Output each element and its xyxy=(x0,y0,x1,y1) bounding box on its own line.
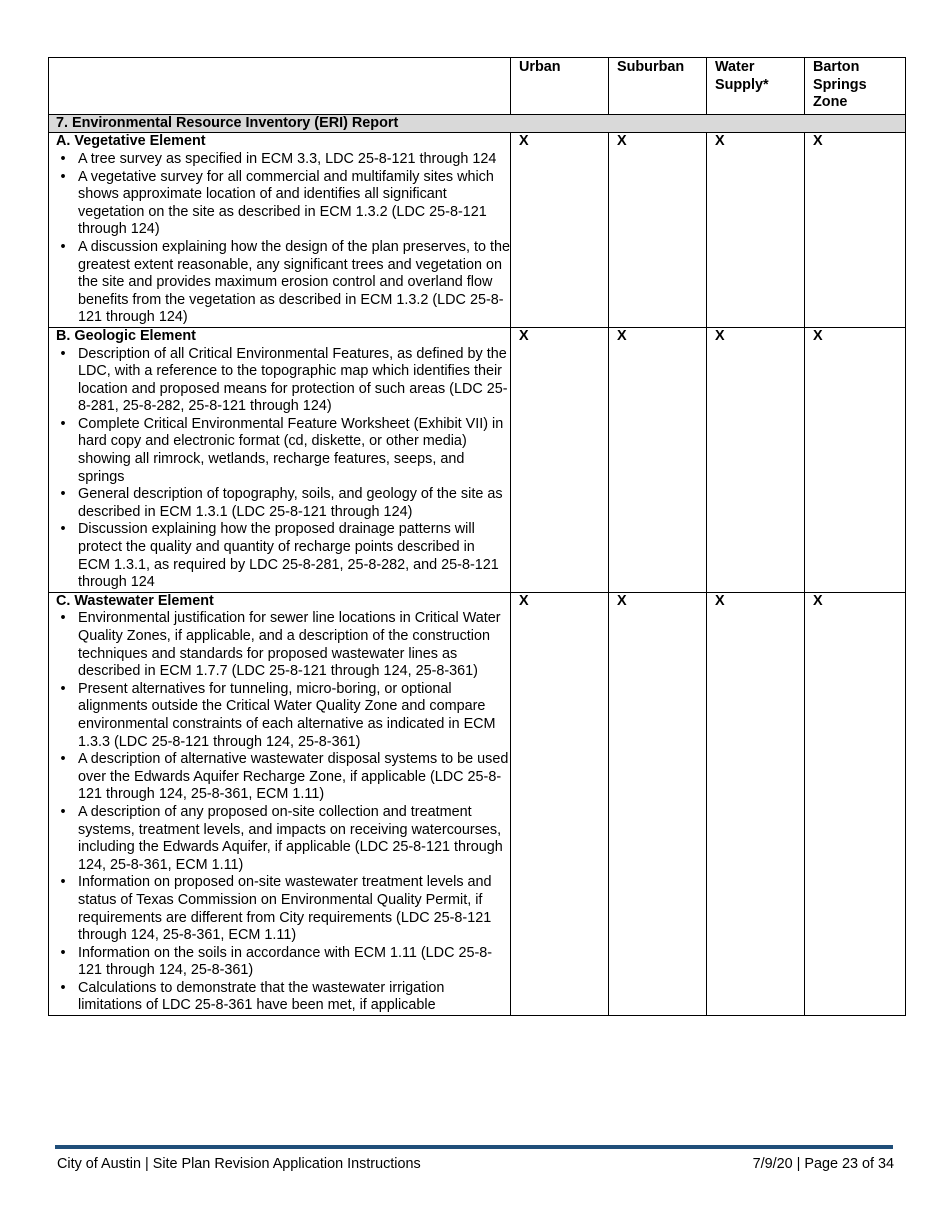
element-row xyxy=(49,133,906,328)
applies-mark-barton-springs: X xyxy=(805,133,906,328)
element-title: B. Geologic Element xyxy=(56,327,196,344)
header-urban: Urban xyxy=(511,58,609,115)
requirement-text: Present alternatives for tunneling, micro-boring, or optional alignments outside the Critical Water Quality Zone and compare environmental constraints of each alternative as indicated in ECM 1.3.3 (LDC 25-8-121 through 124, 25-8-361) xyxy=(78,680,496,750)
element-description-cell xyxy=(49,592,511,1015)
requirement-item xyxy=(56,681,510,751)
element-title: A. Vegetative Element xyxy=(56,133,206,150)
requirement-text: A discussion explaining how the design of the plan preserves, to the greatest extent reasonable, any significant trees and vegetation on the site and provides maximum erosion control and overland flow benefits from the vegetation as described in ECM 1.3.2 (LDC 25-8-121 through 124) xyxy=(78,238,510,326)
footer-document-title: City of Austin | Site Plan Revision Application Instructions xyxy=(57,1156,421,1172)
bullet-icon: • xyxy=(60,415,66,432)
bullet-icon: • xyxy=(60,680,66,697)
requirement-list xyxy=(56,151,510,327)
element-title: C. Wastewater Element xyxy=(56,592,214,609)
header-description xyxy=(49,58,511,115)
requirement-item xyxy=(56,239,510,327)
requirement-text: A description of alternative wastewater disposal systems to be used over the Edwards Aquifer Recharge Zone, if applicable (LDC 25-8-121 through 124, 25-8-361, ECM 1.11) xyxy=(78,751,509,803)
requirement-text: Discussion explaining how the proposed drainage patterns will protect the quality and quantity of recharge points described in ECM 1.3.1, as required by LDC 25-8-281, 25-8-282, and 25-8-121 through 124 xyxy=(78,521,499,591)
applies-mark-barton-springs: X xyxy=(805,592,906,1015)
header-row xyxy=(49,58,906,115)
section-header-row xyxy=(49,114,906,133)
requirement-text: Description of all Critical Environmental Features, as defined by the LDC, with a reference to the topographic map which identifies their location and proposed means for protection of such areas (LDC 25-8-281, 25-8-282, 25-8-121 through 124) xyxy=(78,345,508,415)
requirement-item xyxy=(56,980,510,1015)
requirement-text: Information on proposed on-site wastewater treatment levels and status of Texas Commission on Environmental Quality Permit, if requirements are different from City requirements (LDC 25-8-121 through 124, 25-8-361, ECM 1.11) xyxy=(78,874,492,944)
applies-mark-urban: X xyxy=(511,133,609,328)
requirement-text: General description of topography, soils, and geology of the site as described in ECM 1.3.1 (LDC 25-8-121 through 124) xyxy=(78,486,503,520)
requirement-item xyxy=(56,346,510,416)
requirement-list xyxy=(56,610,510,1015)
element-description-cell xyxy=(49,133,511,328)
bullet-icon: • xyxy=(60,168,66,185)
bullet-icon: • xyxy=(60,751,66,768)
requirement-item xyxy=(56,874,510,944)
applies-mark-barton-springs: X xyxy=(805,327,906,592)
requirement-item xyxy=(56,804,510,874)
requirement-text: Complete Critical Environmental Feature Worksheet (Exhibit VII) in hard copy and electronic format (cd, diskette, or other media) showing all rimrock, wetlands, recharge features, seeps, and springs xyxy=(78,415,504,485)
applies-mark-suburban: X xyxy=(609,327,707,592)
bullet-icon: • xyxy=(60,521,66,538)
requirement-text: Environmental justification for sewer line locations in Critical Water Quality Zones, if applicable, and a description of the construction techniques and standards for proposed wastewater lines as described in ECM 1.7.7 (LDC 25-8-121 through 124, 25-8-361) xyxy=(78,610,501,680)
requirement-item xyxy=(56,521,510,591)
requirement-text: Calculations to demonstrate that the wastewater irrigation limitations of LDC 25-8-361 have been met, if applicable xyxy=(78,979,445,1014)
requirement-item xyxy=(56,486,510,521)
requirement-item xyxy=(56,751,510,804)
requirement-text: A description of any proposed on-site collection and treatment systems, treatment levels, and impacts on receiving watercourses, including the Edwards Aquifer, if applicable (LDC 25-8-121 through 124, 25-8-361, ECM 1.11) xyxy=(78,803,503,873)
footer-page-info: 7/9/20 | Page 23 of 34 xyxy=(752,1156,894,1172)
requirement-item xyxy=(56,169,510,239)
bullet-icon: • xyxy=(60,979,66,996)
header-water-supply: Water Supply* xyxy=(707,58,805,115)
requirement-item xyxy=(56,416,510,486)
bullet-icon: • xyxy=(60,803,66,820)
bullet-icon: • xyxy=(60,150,66,167)
element-row xyxy=(49,327,906,592)
bullet-icon: • xyxy=(60,874,66,891)
requirement-item xyxy=(56,945,510,980)
requirement-list xyxy=(56,346,510,592)
applies-mark-urban: X xyxy=(511,592,609,1015)
section-title: 7. Environmental Resource Inventory (ERI) Report xyxy=(49,114,906,133)
applies-mark-suburban: X xyxy=(609,133,707,328)
footer-rule xyxy=(55,1145,893,1149)
requirement-text: A vegetative survey for all commercial and multifamily sites which shows approximate location of and identifies all significant vegetation on the site as described in ECM 1.3.2 (LDC 25-8-121 through 124) xyxy=(78,168,494,238)
applies-mark-water-supply: X xyxy=(707,327,805,592)
applies-mark-urban: X xyxy=(511,327,609,592)
requirements-table xyxy=(48,57,906,1016)
element-row xyxy=(49,592,906,1015)
applies-mark-water-supply: X xyxy=(707,133,805,328)
requirement-item xyxy=(56,151,510,169)
header-barton-springs-zone: Barton Springs Zone xyxy=(805,58,906,115)
bullet-icon: • xyxy=(60,944,66,961)
bullet-icon: • xyxy=(60,486,66,503)
bullet-icon: • xyxy=(60,238,66,255)
bullet-icon: • xyxy=(60,345,66,362)
header-suburban: Suburban xyxy=(609,58,707,115)
applies-mark-water-supply: X xyxy=(707,592,805,1015)
applies-mark-suburban: X xyxy=(609,592,707,1015)
bullet-icon: • xyxy=(60,610,66,627)
requirement-item xyxy=(56,610,510,680)
requirement-text: Information on the soils in accordance with ECM 1.11 (LDC 25-8-121 through 124, 25-8-361) xyxy=(78,944,493,979)
element-description-cell xyxy=(49,327,511,592)
requirement-text: A tree survey as specified in ECM 3.3, LDC 25-8-121 through 124 xyxy=(78,150,497,167)
